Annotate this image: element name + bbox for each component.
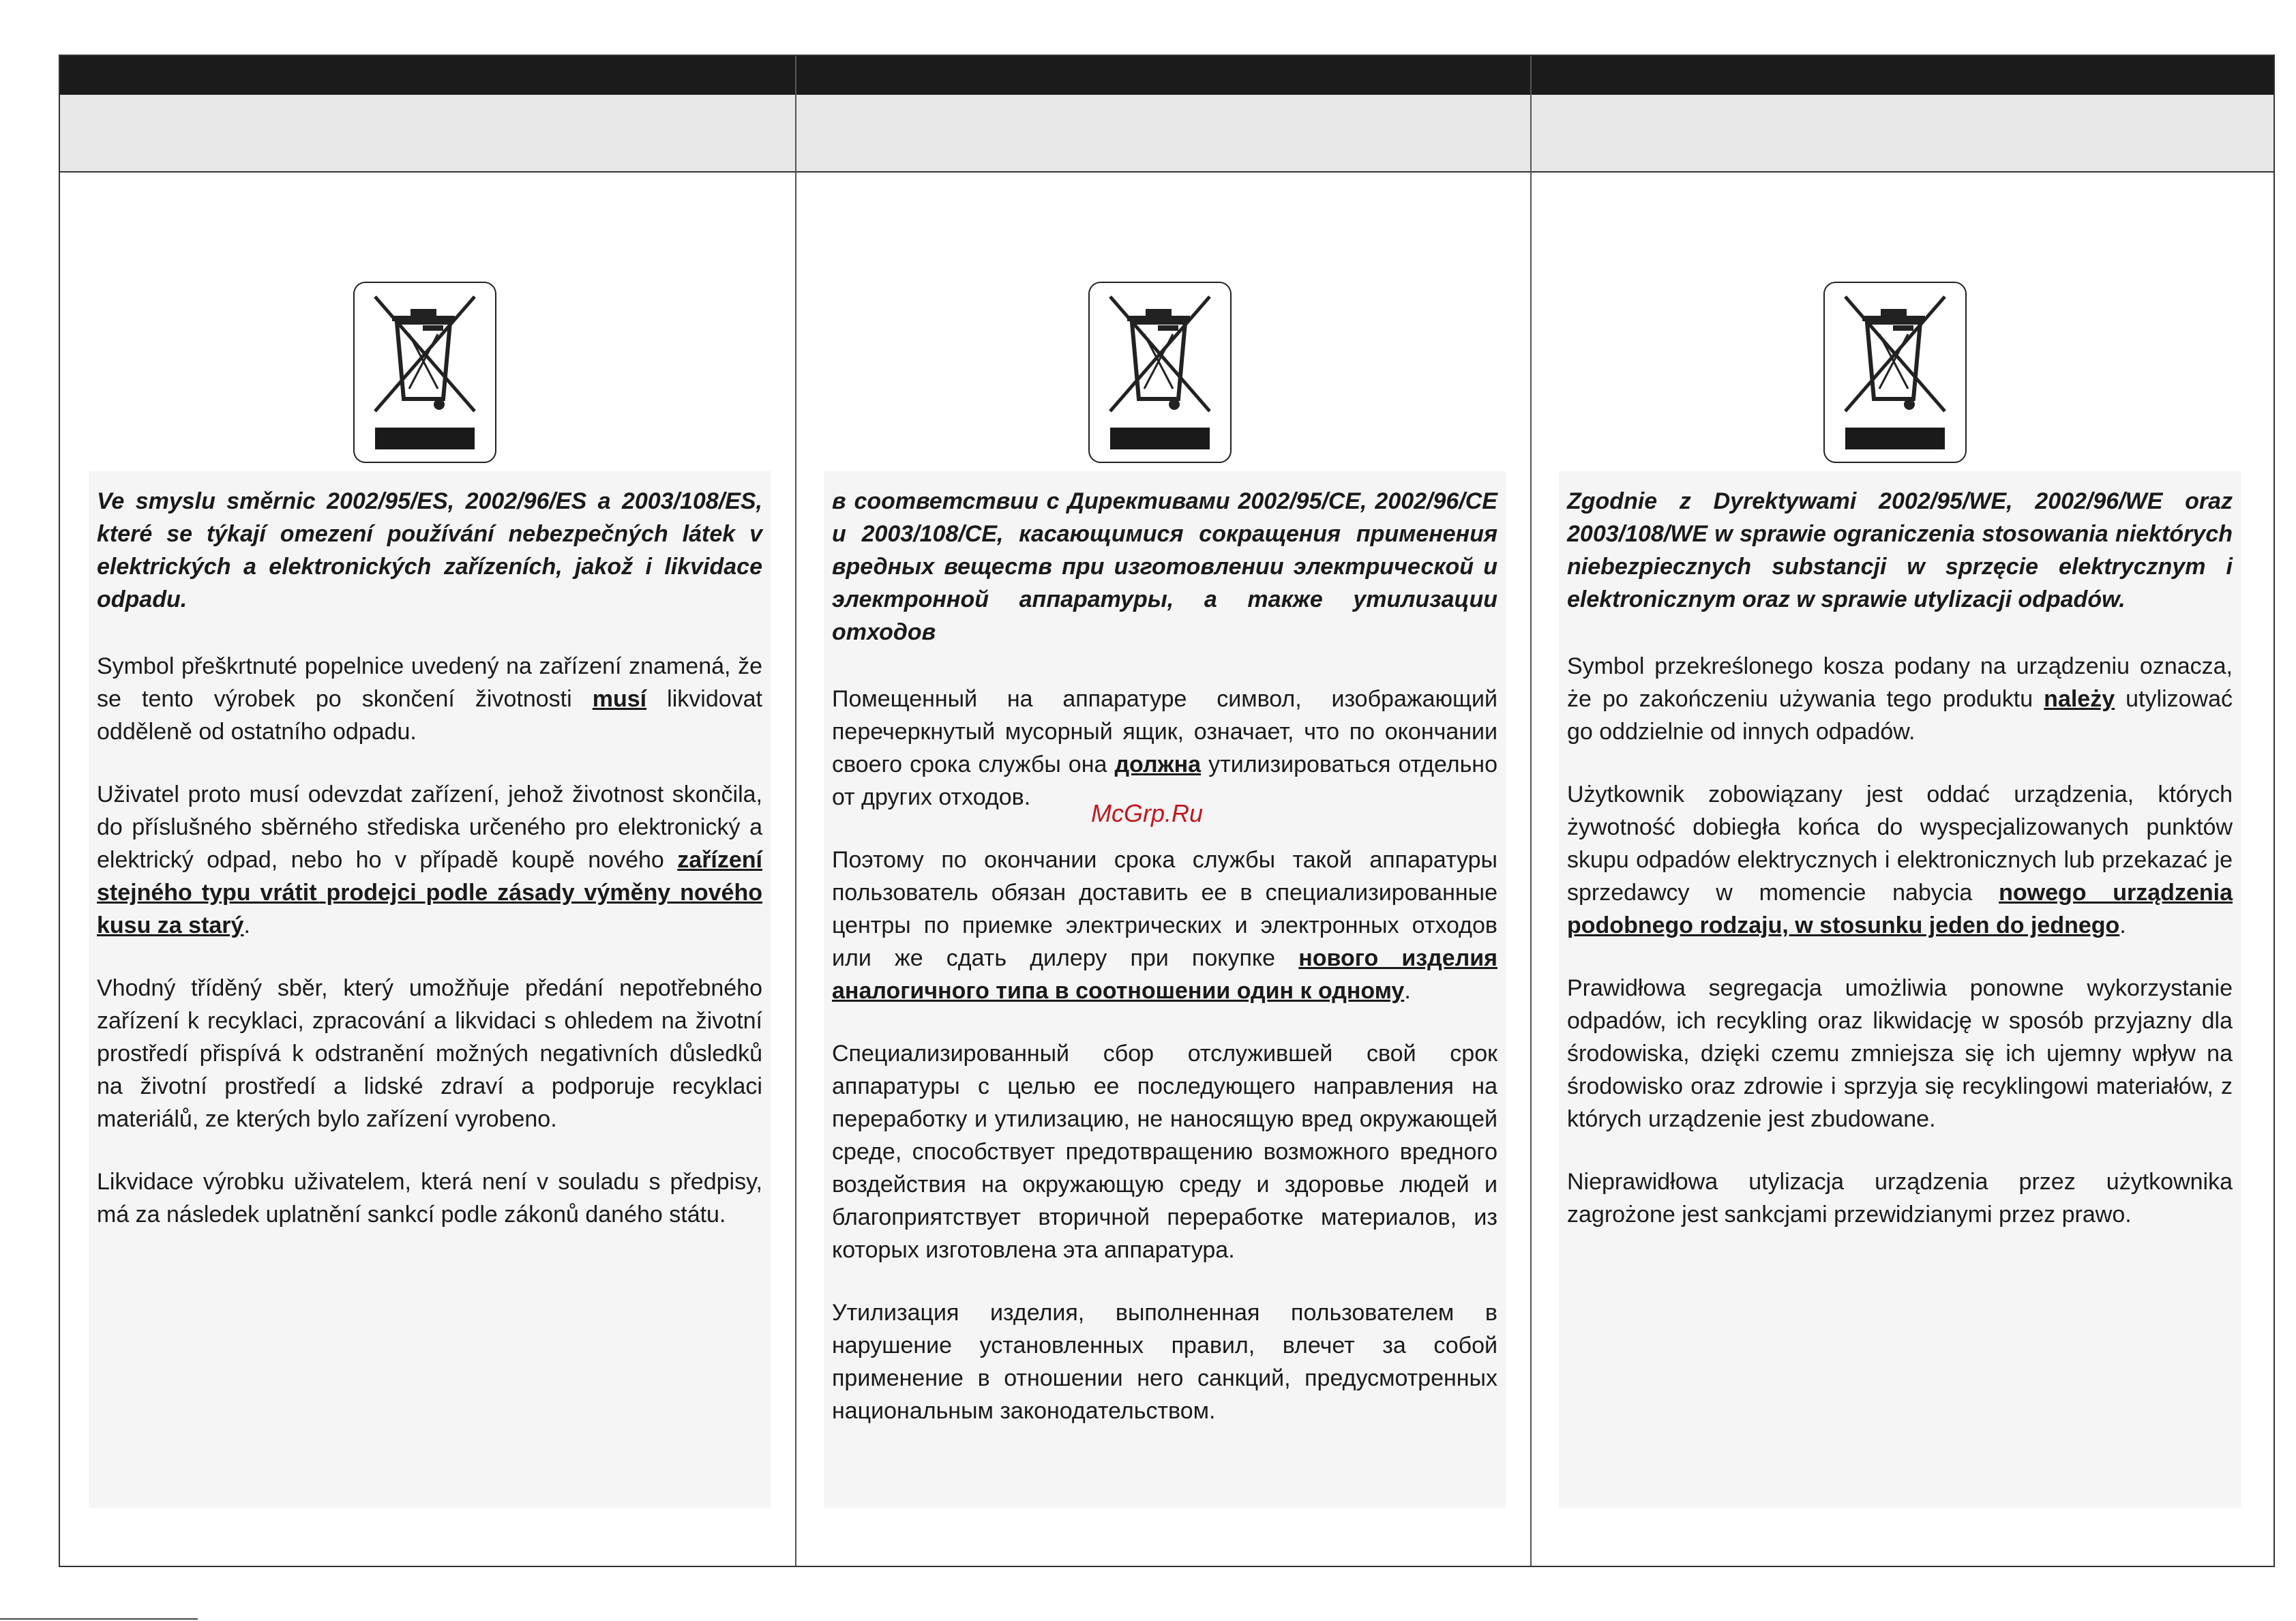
- crossed-out-wheelie-bin-icon: [1090, 283, 1230, 462]
- directive-heading: в соответствии с Директивами 2002/95/CE, 2002/96/CE и 2003/108/CE, касающимися сокращения применения вредных веществ при изготовлении электрической и электронной аппаратуры, а также утилизации отходов: [832, 488, 1497, 645]
- footer-rule: [0, 1618, 198, 1620]
- directive-heading: Zgodnie z Dyrektywami 2002/95/WE, 2002/96/WE oraz 2003/108/WE w sprawie ograniczenia stosowania niektórych niebezpiecznych substancji w sprzęcie elektrycznym i elektronicznym oraz w sprawie utylizacji odpadów.: [1567, 488, 2233, 612]
- paragraph-symbol: [89, 650, 771, 748]
- weee-symbol: [1823, 282, 1967, 463]
- paragraph-recycling: Prawidłowa segregacja umożliwia ponowne wykorzystanie odpadów, ich recykling oraz likwidację w sposób przyjazny dla środowiska, dzięki czemu zmniejsza się ich ujemny wpływ na środowisko oraz zdrowie i sprzyja się recyklingowi materiałów, z których urządzenie jest zbudowane.: [1567, 975, 2233, 1132]
- emphasis-text: nowego urządzenia podobnego rodzaju, w stosunku jeden do jednego: [1567, 880, 2233, 938]
- weee-symbol: [353, 282, 496, 463]
- paragraph-sanctions: Утилизация изделия, выполненная пользователем в нарушение установленных правил, влечет за собой применение в отношении него санкций, предусмотренных национальным законодательством.: [832, 1300, 1497, 1424]
- directive-heading: Ve smyslu směrnic 2002/95/ES, 2002/96/ES a 2003/108/ES, které se týkají omezení používání nebezpečných látek v elektrických a elektronických zařízeních, jakož i likvidace odpadu.: [97, 488, 762, 612]
- crossed-out-wheelie-bin-icon: [1825, 283, 1965, 462]
- emphasis-text: zařízení stejného typu vrátit prodejci podle zásady výměny nového kusu za starý: [97, 847, 762, 938]
- header-bar: [60, 56, 2273, 95]
- paragraph-recycling: Специализированный сбор отслужившей свой срок аппаратуры с целью ее последующего направления на переработку и утилизацию, не наносящую вред окружающей среде, способствует предотвращению возможного вредного воздействия на окружающую среду и здоровье людей и благоприятствует вторичной переработке материалов, из которых изготовлена эта аппаратура.: [832, 1041, 1497, 1263]
- text-block: [1559, 471, 2241, 1508]
- paragraph-collection: [1559, 778, 2241, 942]
- emphasis-text: должна: [1114, 752, 1202, 777]
- paragraph-symbol: [1559, 650, 2241, 748]
- text-span: utylizować go oddzielnie od innych odpadów.: [1567, 686, 2233, 745]
- paragraph-collection: [89, 778, 771, 942]
- text-span: .: [243, 912, 250, 938]
- text-span: .: [1404, 978, 1411, 1004]
- text-span: утилизироваться отдельно от других отходов.: [832, 752, 1497, 810]
- text-span: .: [2119, 912, 2126, 938]
- watermark: McGrp.Ru: [1091, 799, 1204, 827]
- paragraph-symbol: [824, 683, 1506, 814]
- text-span: Symbol přeškrtnuté popelnice uvedený na zařízení znamená, že se tento výrobek po skončení životnosti: [97, 653, 762, 712]
- header-band: [60, 95, 2273, 173]
- paragraph-collection: [824, 844, 1506, 1007]
- crossed-out-wheelie-bin-icon: [355, 283, 495, 462]
- text-span: Symbol przekreślonego kosza podany na urządzeniu oznacza, że po zakończeniu używania tego produktu: [1567, 653, 2233, 712]
- text-span: Поэтому по окончании срока службы такой аппаратуры пользователь обязан доставить ее в специализированные центры по приемке электрических и электронных отходов или же сдать дилеру при покупке: [832, 847, 1497, 971]
- text-block: [89, 471, 771, 1508]
- paragraph-sanctions: Likvidace výrobku uživatelem, která není v souladu s předpisy, má za následek uplatnění sankcí podle zákonů daného státu.: [97, 1169, 762, 1228]
- emphasis-text: musí: [592, 686, 647, 712]
- text-span: Помещенный на аппаратуре символ, изображающий перечеркнутый мусорный ящик, означает, что по окончании своего срока службы она: [832, 686, 1497, 777]
- text-span: Uživatel proto musí odevzdat zařízení, jehož životnost skončila, do příslušného sběrného střediska určeného pro elektronický a elektrický odpad, nebo ho v případě koupě nového: [97, 782, 762, 873]
- paragraph-recycling: Vhodný tříděný sběr, který umožňuje předání nepotřebného zařízení k recyklaci, zpracování a likvidaci s ohledem na životní prostředí přispívá k odstranění možných negativních důsledků na životní prostředí a lidské zdraví a podporuje recyklaci materiálů, ze kterých bylo zařízení vyrobeno.: [97, 975, 762, 1132]
- text-block: [824, 471, 1506, 1508]
- column-russian: [795, 171, 1530, 1562]
- text-span: Użytkownik zobowiązany jest oddać urządzenia, których żywotność dobiegła końca do wyspecjalizowanych punktów skupu odpadów elektrycznych i elektronicznych lub przekazać je sprzedawcy w momencie nabycia: [1567, 782, 2233, 906]
- text-span: likvidovat odděleně od ostatního odpadu.: [97, 686, 762, 745]
- weee-symbol: [1088, 282, 1232, 463]
- emphasis-text: należy: [2044, 686, 2115, 712]
- paragraph-sanctions: Nieprawidłowa utylizacja urządzenia przez użytkownika zagrożone jest sankcjami przewidzianymi przez prawo.: [1567, 1169, 2233, 1228]
- column-czech: [60, 171, 795, 1562]
- column-polish: [1530, 171, 2265, 1562]
- emphasis-text: нового изделия аналогичного типа в соотношении один к одному: [832, 945, 1498, 1004]
